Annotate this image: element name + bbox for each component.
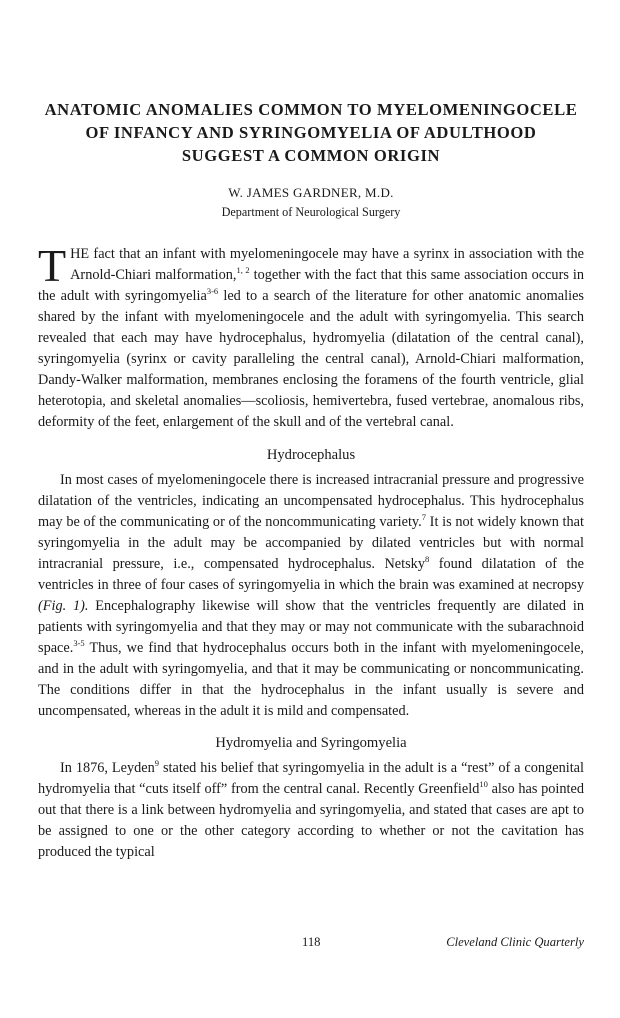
citation-ref: 10 [479, 779, 488, 789]
citation-ref: 9 [154, 758, 160, 768]
intro-text-b: together with the fact that this same association occurs in the adult with syringomyelia [38, 267, 584, 304]
citation-ref: 8 [424, 554, 430, 564]
journal-name: Cleveland Clinic Quarterly [446, 935, 584, 949]
section-heading-hydromyelia: Hydromyelia and Syringomyelia [215, 735, 407, 751]
citation-ref: 3-5 [73, 638, 85, 648]
hydromyelia-paragraph [38, 758, 584, 863]
intro-text-c: led to a search of the literature for other anatomic anomalies shared by the infant with myelomeningocele and the adult with syringomyelia. This search revealed that each may have hydrocephalus, hydromyelia (dilatation of the central canal), syringomyelia (syrinx or cavity paralleling the central canal), Arnold-Chiari malformation, Dandy-Walker malformation, membranes enclosing the foramens of the fourth ventricle, glial heterotopia, and skeletal anomalies—scoliosis, hemivertebra, fused vertebrae, anomalous ribs, deformity of the feet, enlargement of the skull and of the vertebral canal. [38, 288, 585, 430]
intro-paragraph [38, 240, 585, 433]
section-heading-hydrocephalus: Hydrocephalus [266, 447, 356, 463]
article-page [38, 98, 584, 863]
section1-text-c: found dilatation of the ventricles in three of four cases of syringomyelia in which the brain was examined at necropsy [38, 556, 585, 593]
intro-text-a: HE fact that an infant with myelomeningocele may have a syrinx in association with the Arnold-Chiari malformation, [70, 246, 584, 283]
citation-ref: 1, 2 [236, 265, 250, 275]
section1-text-b: It is not widely known that syringomyelia in the adult may be accompanied by dilated ventricles but with normal intracranial pressure, i.e., compensated hydrocephalus. Netsky [38, 514, 584, 572]
section1-text-a: In most cases of myelomeningocele there is increased intracranial pressure and progressive dilatation of the ventricles, indicating an uncompensated hydrocephalus. This hydrocephalus may be of the communicating or of the noncommunicating variety. [38, 472, 584, 530]
citation-ref: 3-6 [206, 286, 219, 296]
page-number: 118 [302, 935, 321, 949]
title-line-2: OF INFANCY AND SYRINGOMYELIA OF ADULTHOOD [85, 123, 537, 142]
section2-text-a: In 1876, Leyden [60, 760, 155, 776]
section1-text-d: Encephalography likewise will show that the ventricles frequently are dilated in patients with syringomyelia and that they may or may not communicate with the subarachnoid space. [38, 598, 584, 656]
page-footer [38, 935, 584, 953]
section2-text-b: stated his belief that syringomyelia in the adult is a “rest” of a congenital hydromyelia that “cuts itself off” from the central canal. Recently Greenfield [38, 760, 584, 797]
author-name: W. JAMES GARDNER, M.D. [228, 185, 394, 200]
citation-ref: 7 [421, 512, 426, 522]
title-line-1: ANATOMIC ANOMALIES COMMON TO MYELOMENINGOCELE [44, 100, 578, 119]
article-title [38, 98, 584, 167]
figure-reference: (Fig. 1). [38, 598, 89, 614]
section2-text-c: also has pointed out that there is a link between hydromyelia and syringomyelia, and stated that cases are apt to be assigned to one or the other category according to whether or not the cavitation has produced the typical [38, 781, 584, 860]
hydrocephalus-paragraph [38, 470, 584, 722]
title-line-3: SUGGEST A COMMON ORIGIN [181, 146, 441, 165]
drop-cap: T [38, 240, 67, 291]
author-department: Department of Neurological Surgery [221, 205, 401, 219]
section1-text-e: Thus, we find that hydrocephalus occurs both in the infant with myelomeningocele, and in the adult with syringomyelia, and that it may be communicating or noncommunicating. The conditions differ in that the hydrocephalus in the infant usually is severe and uncompensated, whereas in the adult it is mild and compensated. [38, 640, 584, 719]
